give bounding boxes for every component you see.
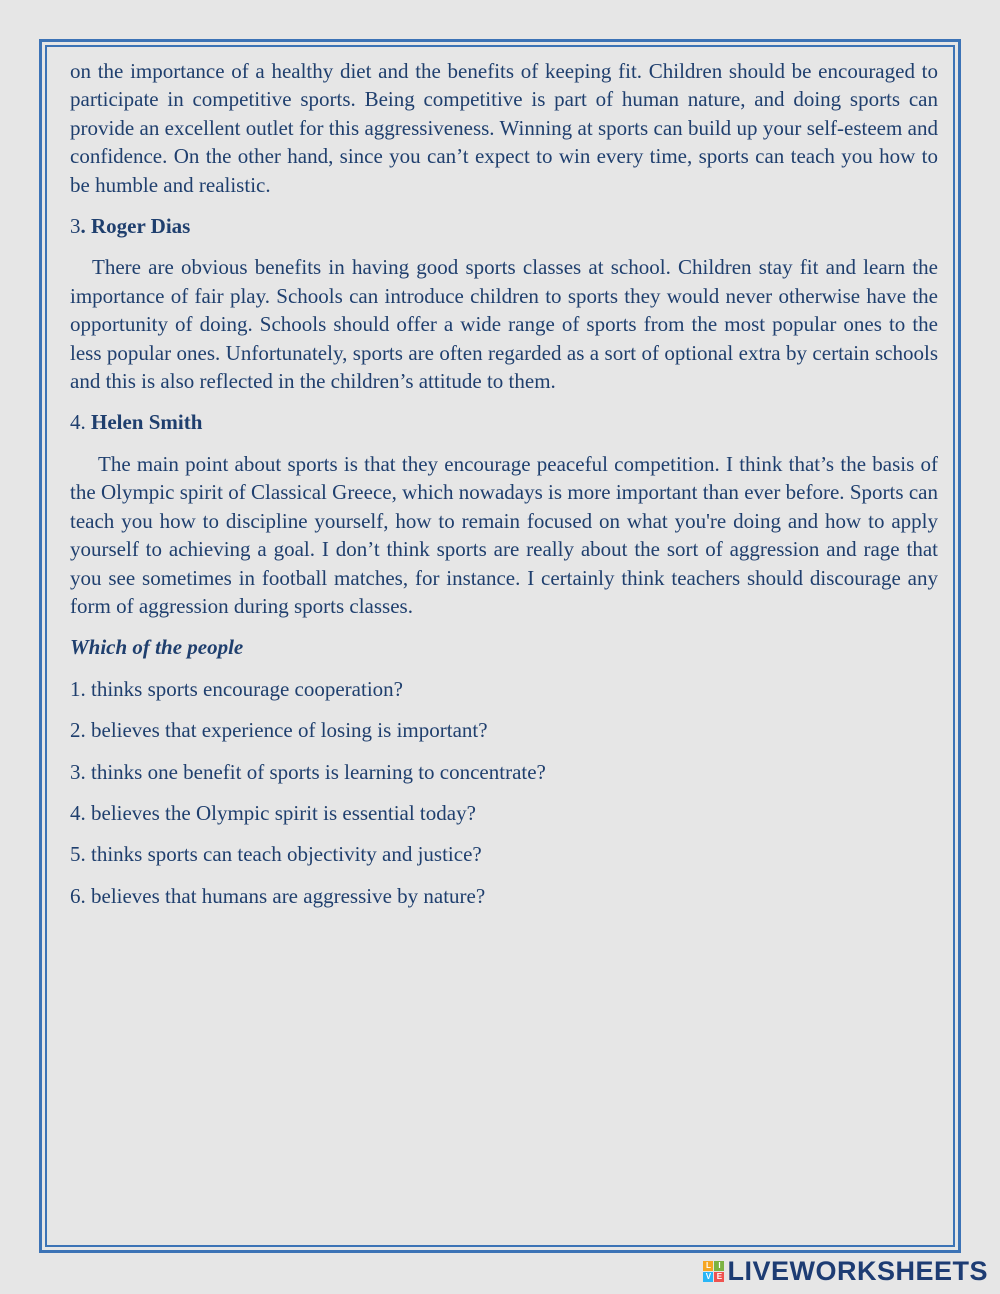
question-item: 4. believes the Olympic spirit is essential today? bbox=[70, 800, 476, 825]
section-name: Helen Smith bbox=[91, 410, 203, 435]
question-item: 3. thinks one benefit of sports is learning to concentrate? bbox=[70, 759, 546, 784]
logo-mark-letter: I bbox=[714, 1261, 724, 1271]
section-text-roger-dias: There are obvious benefits in having good sports classes at school. Children stay fit and learn the importance of fair play. Schools can introduce children to sports they would never otherwise have the opportunity of doing. Schools should offer a wide range of sports from the most popular ones to the less popular ones. Unfortunately, sports are often regarded as a sort of optional extra by certain schools and this is also reflected in the children’s attitude to them. bbox=[70, 255, 938, 394]
section-text-helen-smith: The main point about sports is that they encourage peaceful competition. I think that’s the basis of the Olympic spirit of Classical Greece, which nowadays is more important than ever before. Sports can teach you how to discipline yourself, how to remain focused on what you're doing and how to apply yourself to achieving a goal. I don’t think sports are really about the sort of aggression and rage that you see sometimes in football matches, for instance. I certainly think teachers should discourage any form of aggression during sports classes. bbox=[70, 451, 938, 618]
section-heading-roger-dias bbox=[70, 212, 938, 240]
question-item: 5. thinks sports can teach objectivity and justice? bbox=[70, 842, 482, 867]
section-number: 4. bbox=[70, 410, 91, 435]
section-number: 3 bbox=[70, 214, 81, 239]
liveworksheets-logo-icon bbox=[703, 1261, 724, 1282]
intro-paragraph: on the importance of a healthy diet and the benefits of keeping fit. Children should be encouraged to participate in competitive sports. Being competitive is part of human nature, and doing sports can provide an excellent outlet for this aggressiveness. Winning at sports can build up your self-esteem and confidence. On the other hand, since you can’t expect to win every time, sports can teach you how to be humble and realistic. bbox=[70, 59, 938, 197]
question-title: Which of the people bbox=[70, 635, 244, 660]
logo-mark-letter: E bbox=[714, 1272, 724, 1282]
question-item: 1. thinks sports encourage cooperation? bbox=[70, 676, 403, 701]
section-heading-helen-smith bbox=[70, 408, 938, 436]
logo-text: LIVEWORKSHEETS bbox=[727, 1255, 988, 1286]
logo-mark-letter: L bbox=[703, 1261, 713, 1271]
question-item: 2. believes that experience of losing is important? bbox=[70, 718, 488, 743]
logo-mark-letter: V bbox=[703, 1272, 713, 1282]
section-name: . Roger Dias bbox=[80, 214, 191, 239]
question-item: 6. believes that humans are aggressive by nature? bbox=[70, 883, 486, 908]
liveworksheets-logo bbox=[703, 1256, 988, 1286]
worksheet-content bbox=[70, 57, 938, 923]
